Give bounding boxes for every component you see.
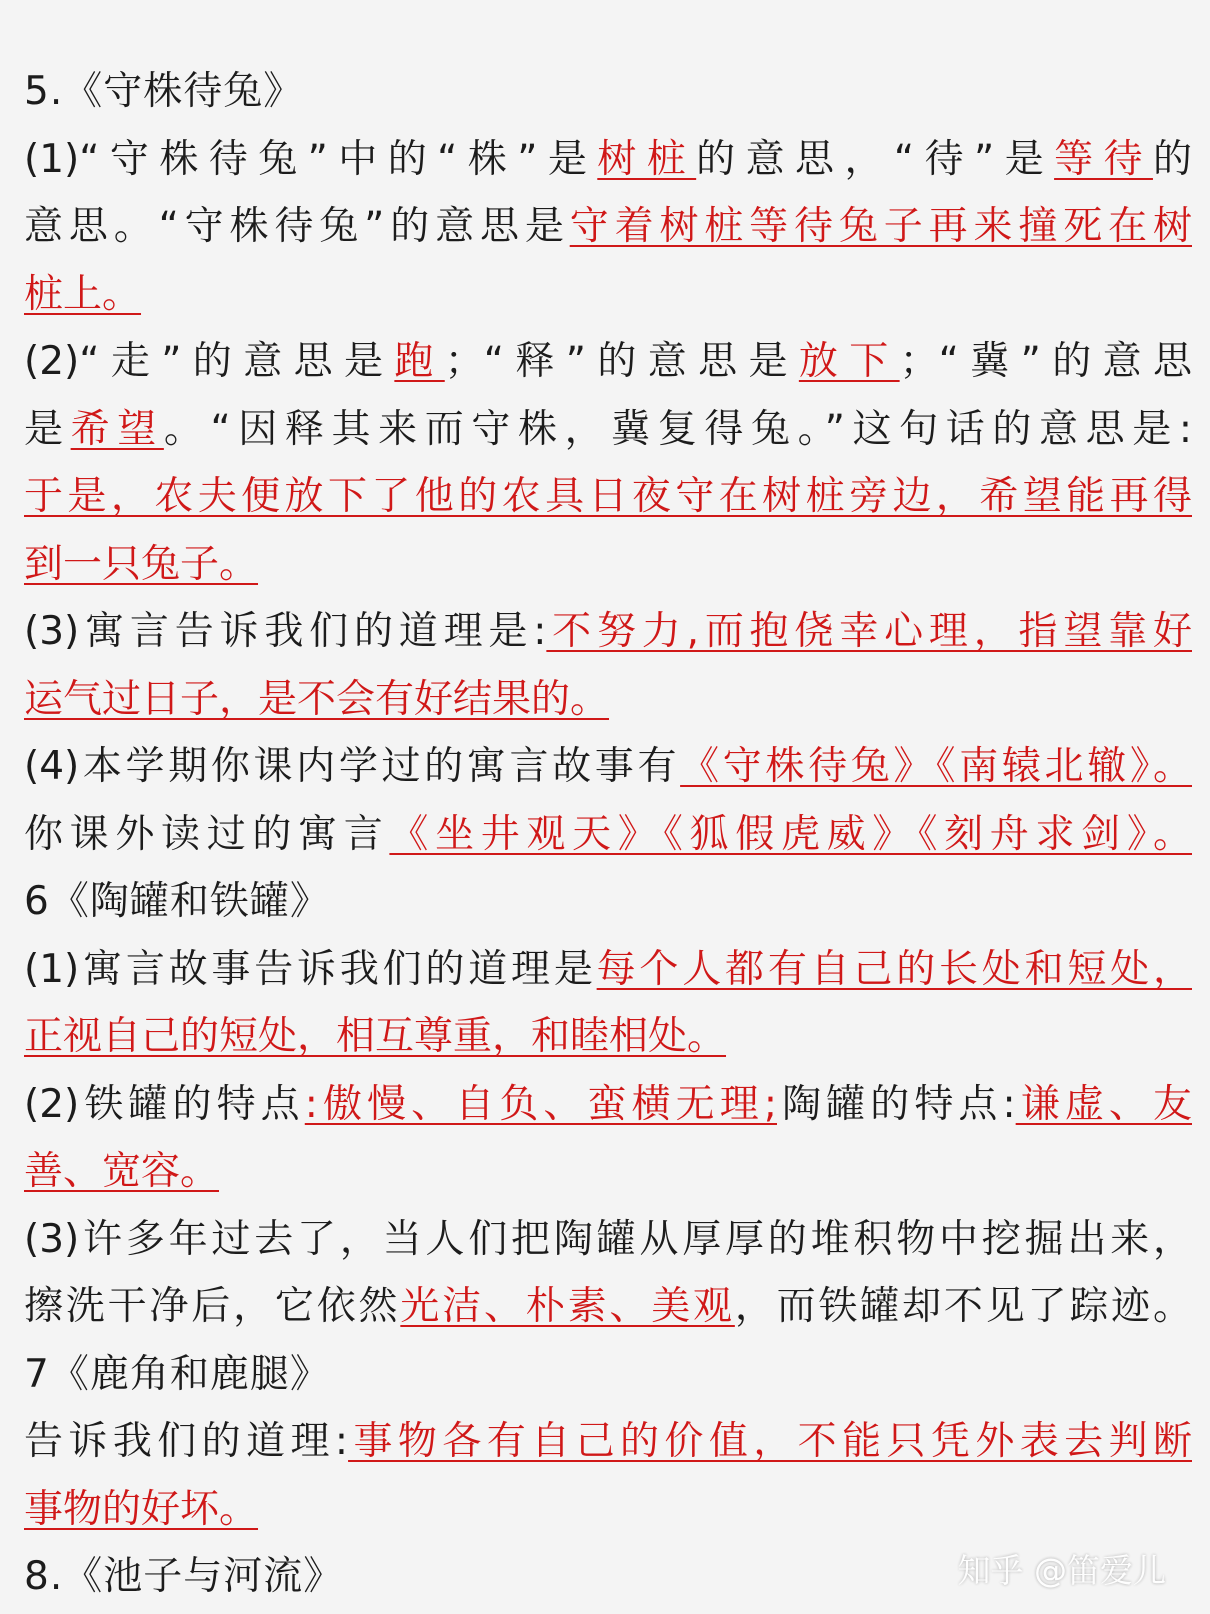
s5-q4-line2: 你课外读过的寓言《坐井观天》《狐假虎威》《刻舟求剑》。 [24, 811, 1192, 857]
answer: 跑 [394, 339, 445, 384]
answer: 希望 [70, 406, 164, 452]
answer: 等待 [1054, 136, 1153, 182]
answer: 《守株待兔》《南辕北辙》。 [680, 744, 1192, 789]
zhihu-watermark: 知乎 @笛爱儿 [957, 1551, 1166, 1590]
s7-line2 [24, 1476, 1192, 1544]
s5-q3-line2 [24, 666, 1192, 734]
section-6-title: 6《陶罐和铁罐》 [24, 879, 330, 924]
s5-q2-line1: (2)“走”的意思是跑；“释”的意思是放下；“冀”的意思 [24, 339, 1192, 384]
s6-q1-line1: (1)寓言故事告诉我们的道理是每个人都有自己的长处和短处， [24, 946, 1192, 992]
section-5-title: 5.《守株待兔》 [24, 69, 304, 114]
s6-q2-line2 [24, 1138, 1192, 1206]
s5-q2-line3 [24, 463, 1192, 531]
answer: 放下 [798, 339, 900, 384]
section-7-title: 7《鹿角和鹿腿》 [24, 1351, 330, 1397]
s5-q2-line2: 是希望。“因释其来而守株，冀复得兔。”这句话的意思是: [24, 406, 1192, 452]
answer: 《坐井观天》《狐假虎威》《刻舟求剑》。 [389, 811, 1192, 857]
answer: 于是，农夫便放下了他的农具日夜守在树桩旁边，希望能再得 [24, 474, 1192, 519]
answer: 到一只兔子。 [24, 541, 259, 587]
answer: 事物各有自己的价值，不能只凭外表去判断 [348, 1419, 1192, 1464]
answer: 树桩 [597, 136, 697, 182]
s7-line1: 告诉我们的道理:事物各有自己的价值，不能只凭外表去判断 [24, 1419, 1192, 1464]
s5-q3-line1: (3)寓言告诉我们的道理是:不努力,而抱侥幸心理，指望靠好 [24, 609, 1192, 654]
s5-q2-line4 [24, 531, 1192, 599]
section-8-title: 8.《池子与河流》 [24, 1554, 344, 1599]
answer: 善、宽容。 [24, 1149, 220, 1194]
s5-q1-line2: 意思。“守株待兔”的意思是守着树桩等待兔子再来撞死在树 [24, 204, 1192, 249]
s6-q3-line1: (3)许多年过去了，当人们把陶罐从厚厚的堆积物中挖掘出来， [24, 1216, 1192, 1262]
answer: 事物的好坏。 [24, 1486, 259, 1532]
answer: 光洁、朴素、美观 [400, 1284, 735, 1329]
answer: 守着树桩等待兔子再来撞死在树 [569, 204, 1192, 249]
s5-q4-line1: (4)本学期你课内学过的寓言故事有《守株待兔》《南辕北辙》。 [24, 744, 1192, 789]
answer: 每个人都有自己的长处和短处， [596, 946, 1192, 992]
document-body [24, 58, 1192, 1611]
s5-q1-line1: (1)“守株待兔”中的“株”是树桩的意思，“待”是等待的 [24, 136, 1192, 182]
s6-q3-line2: 擦洗干净后，它依然光洁、朴素、美观，而铁罐却不见了踪迹。 [24, 1284, 1192, 1329]
s6-q2-line1: (2)铁罐的特点:傲慢、自负、蛮横无理;陶罐的特点:谦虚、友 [24, 1081, 1192, 1127]
answer: 桩上。 [24, 271, 142, 317]
answer: 谦虚、友 [1015, 1081, 1192, 1127]
answer: 运气过日子，是不会有好结果的。 [24, 676, 610, 722]
s5-q1-line3 [24, 261, 1192, 329]
answer: 不努力,而抱侥幸心理，指望靠好 [546, 609, 1192, 654]
answer: 正视自己的短处，相互尊重，和睦相处。 [24, 1014, 727, 1059]
answer: :傲慢、自负、蛮横无理; [304, 1081, 777, 1127]
s6-q1-line2 [24, 1003, 1192, 1071]
